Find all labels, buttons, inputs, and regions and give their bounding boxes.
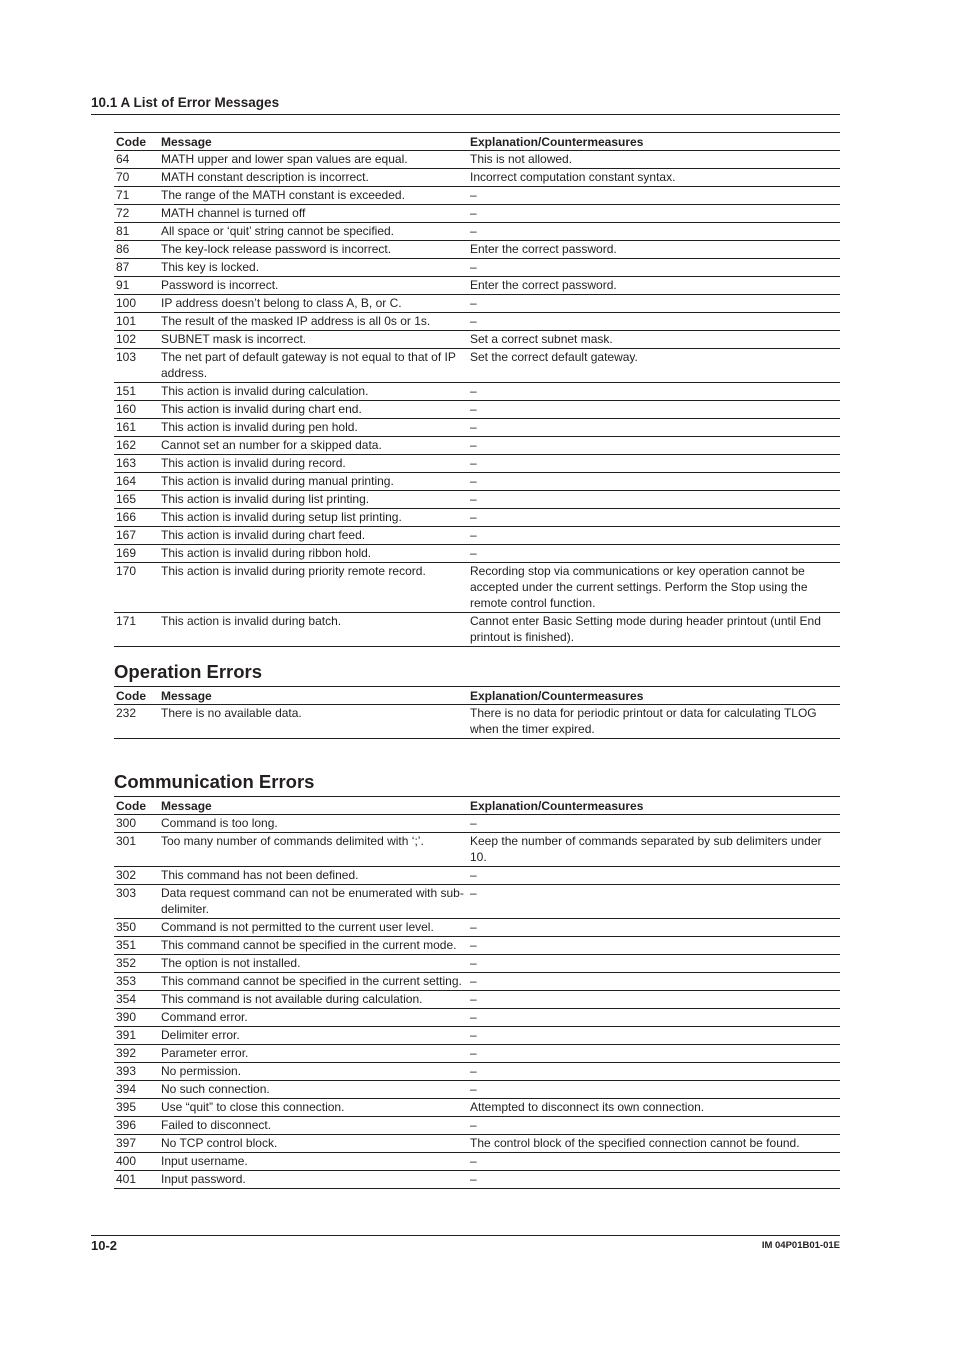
table-row (114, 491, 840, 509)
error-code-cell: 302 (114, 867, 159, 885)
table-row (114, 205, 840, 223)
error-message-cell: Command is too long. (159, 815, 468, 833)
error-code-cell: 87 (114, 259, 159, 277)
explanation-cell: – (468, 919, 840, 937)
error-code-cell: 167 (114, 527, 159, 545)
explanation-cell: – (468, 223, 840, 241)
error-code-cell: 161 (114, 419, 159, 437)
error-code-cell: 353 (114, 973, 159, 991)
error-message-cell: All space or ‘quit’ string cannot be specified. (159, 223, 468, 241)
explanation-cell: – (468, 187, 840, 205)
table-row (114, 833, 840, 867)
error-message-cell: There is no available data. (161, 706, 302, 720)
table-row (114, 259, 840, 277)
setting-errors-section (114, 132, 840, 647)
message-column-header: Message (159, 687, 468, 705)
error-code-cell: 391 (114, 1027, 159, 1045)
explanation-cell: Attempted to disconnect its own connection. (468, 1099, 840, 1117)
error-code-cell: 162 (114, 437, 159, 455)
error-code-cell: 395 (114, 1099, 159, 1117)
code-column-header: Code (114, 133, 159, 151)
communication-errors-table (114, 796, 840, 1189)
error-message-cell: Password is incorrect. (159, 277, 468, 295)
table-row (114, 1081, 840, 1099)
error-code-cell: 171 (116, 614, 137, 628)
explanation-cell: Keep the number of commands separated by sub delimiters under 10. (468, 833, 840, 867)
document-id: IM 04P01B01-01E (761, 1240, 840, 1251)
setting-errors-table (114, 132, 840, 647)
explanation-cell: – (468, 545, 840, 563)
table-row (114, 1117, 840, 1135)
table-row (114, 1027, 840, 1045)
error-message-cell: This key is locked. (159, 259, 468, 277)
explanation-cell: – (468, 973, 840, 991)
error-message-cell: Parameter error. (159, 1045, 468, 1063)
error-code-cell: 64 (114, 151, 159, 169)
error-code-cell: 301 (114, 833, 159, 867)
explanation-column-header: Explanation/Countermeasures (468, 797, 840, 815)
error-message-cell: Input password. (161, 1172, 246, 1186)
error-code-cell: 394 (114, 1081, 159, 1099)
error-code-cell: 300 (114, 815, 159, 833)
error-message-cell: Command error. (159, 1009, 468, 1027)
explanation-cell: – (468, 1081, 840, 1099)
error-code-cell: 351 (114, 937, 159, 955)
error-message-cell: No such connection. (159, 1081, 468, 1099)
error-message-cell: This command cannot be specified in the current mode. (159, 937, 468, 955)
table-row (114, 1153, 840, 1171)
error-code-cell: 103 (114, 349, 159, 383)
communication-errors-section (114, 768, 840, 1189)
table-row (114, 455, 840, 473)
error-code-cell: 91 (114, 277, 159, 295)
explanation-cell: Set a correct subnet mask. (468, 331, 840, 349)
table-row (114, 867, 840, 885)
error-message-cell: The key-lock release password is incorrect. (159, 241, 468, 259)
communication-errors-title: Communication Errors (114, 771, 315, 792)
table-row (114, 1063, 840, 1081)
error-code-cell: 151 (114, 383, 159, 401)
error-code-cell: 352 (114, 955, 159, 973)
explanation-cell: – (468, 313, 840, 331)
error-message-cell: This command is not available during calculation. (159, 991, 468, 1009)
table-row (114, 563, 840, 613)
table-row (114, 331, 840, 349)
error-message-cell: Data request command can not be enumerated with sub-delimiter. (159, 885, 468, 919)
table-row (114, 1171, 840, 1189)
table-row (114, 973, 840, 991)
error-code-cell: 163 (114, 455, 159, 473)
error-code-cell: 400 (114, 1153, 159, 1171)
explanation-cell: – (468, 1045, 840, 1063)
explanation-cell: – (468, 885, 840, 919)
explanation-cell: – (468, 473, 840, 491)
table-row (114, 313, 840, 331)
error-message-cell: The range of the MATH constant is exceeded. (159, 187, 468, 205)
explanation-cell: – (468, 955, 840, 973)
explanation-cell: The control block of the specified connection cannot be found. (468, 1135, 840, 1153)
error-message-cell: Failed to disconnect. (159, 1117, 468, 1135)
explanation-cell: Recording stop via communications or key operation cannot be accepted under the current settings. Perform the Stop using the remote control function. (468, 563, 840, 613)
error-message-cell: The option is not installed. (159, 955, 468, 973)
error-code-cell: 102 (114, 331, 159, 349)
error-message-cell: This action is invalid during batch. (161, 614, 342, 628)
error-code-cell: 72 (114, 205, 159, 223)
table-row (114, 383, 840, 401)
error-message-cell: Use “quit” to close this connection. (159, 1099, 468, 1117)
error-code-cell: 165 (114, 491, 159, 509)
error-message-cell: Input username. (159, 1153, 468, 1171)
error-code-cell: 170 (114, 563, 159, 613)
code-column-header: Code (114, 797, 159, 815)
error-message-cell: MATH constant description is incorrect. (159, 169, 468, 187)
error-code-cell: 393 (114, 1063, 159, 1081)
explanation-cell: – (468, 937, 840, 955)
table-row (114, 349, 840, 383)
table-row (114, 241, 840, 259)
error-message-cell: This action is invalid during ribbon hold. (159, 545, 468, 563)
table-row (114, 919, 840, 937)
explanation-cell: – (470, 1172, 477, 1186)
table-row (114, 223, 840, 241)
table-row (114, 613, 840, 647)
table-row (114, 527, 840, 545)
table-row (114, 885, 840, 919)
error-code-cell: 392 (114, 1045, 159, 1063)
error-code-cell: 354 (114, 991, 159, 1009)
explanation-cell: – (468, 1117, 840, 1135)
error-code-cell: 232 (116, 706, 137, 720)
error-message-cell: This command has not been defined. (159, 867, 468, 885)
error-message-cell: No permission. (159, 1063, 468, 1081)
section-heading: 10.1 A List of Error Messages (91, 95, 280, 110)
error-message-cell: MATH upper and lower span values are equal. (159, 151, 468, 169)
table-row (114, 187, 840, 205)
error-message-cell: Cannot set an number for a skipped data. (159, 437, 468, 455)
error-code-cell: 169 (114, 545, 159, 563)
error-code-cell: 164 (114, 473, 159, 491)
footer-rule (91, 1235, 840, 1236)
table-row (114, 1099, 840, 1117)
error-message-cell: The result of the masked IP address is all 0s or 1s. (159, 313, 468, 331)
explanation-cell: – (468, 383, 840, 401)
table-row (114, 509, 840, 527)
explanation-cell: – (468, 455, 840, 473)
explanation-cell: – (468, 527, 840, 545)
error-message-cell: Command is not permitted to the current user level. (159, 919, 468, 937)
error-message-cell: The net part of default gateway is not equal to that of IP address. (159, 349, 468, 383)
explanation-cell: – (468, 437, 840, 455)
explanation-column-header: Explanation/Countermeasures (468, 133, 840, 151)
error-code-cell: 401 (116, 1172, 137, 1186)
table-row (114, 277, 840, 295)
table-row (114, 169, 840, 187)
explanation-cell: Cannot enter Basic Setting mode during header printout (until End printout is finished). (470, 614, 821, 644)
table-row (114, 151, 840, 169)
explanation-cell: Set the correct default gateway. (468, 349, 840, 383)
explanation-cell: – (468, 1027, 840, 1045)
error-code-cell: 81 (114, 223, 159, 241)
error-message-cell: This action is invalid during calculation. (159, 383, 468, 401)
error-code-cell: 86 (114, 241, 159, 259)
message-column-header: Message (159, 133, 468, 151)
table-row (114, 1045, 840, 1063)
header-rule (91, 114, 840, 115)
explanation-cell: – (468, 401, 840, 419)
error-message-cell: No TCP control block. (159, 1135, 468, 1153)
error-code-cell: 396 (114, 1117, 159, 1135)
table-row (114, 1009, 840, 1027)
table-row (114, 545, 840, 563)
explanation-cell: – (468, 491, 840, 509)
explanation-cell: – (468, 205, 840, 223)
error-message-cell: IP address doesn’t belong to class A, B, or C. (159, 295, 468, 313)
error-code-cell: 70 (114, 169, 159, 187)
error-code-cell: 101 (114, 313, 159, 331)
message-column-header: Message (159, 797, 468, 815)
operation-errors-title: Operation Errors (114, 661, 263, 682)
explanation-cell: This is not allowed. (468, 151, 840, 169)
table-row (114, 815, 840, 833)
error-code-cell: 160 (114, 401, 159, 419)
error-message-cell: This action is invalid during priority remote record. (159, 563, 468, 613)
table-row (114, 937, 840, 955)
error-code-cell: 350 (114, 919, 159, 937)
explanation-cell: There is no data for periodic printout or data for calculating TLOG when the timer expired. (470, 706, 817, 736)
table-row (114, 991, 840, 1009)
error-code-cell: 100 (114, 295, 159, 313)
table-header-row (114, 797, 840, 815)
error-message-cell: SUBNET mask is incorrect. (159, 331, 468, 349)
explanation-column-header: Explanation/Countermeasures (468, 687, 840, 705)
error-code-cell: 303 (114, 885, 159, 919)
error-code-cell: 397 (114, 1135, 159, 1153)
error-message-cell: This action is invalid during record. (159, 455, 468, 473)
explanation-cell: – (468, 1009, 840, 1027)
table-row (114, 295, 840, 313)
operation-errors-table (114, 686, 840, 739)
explanation-cell: – (468, 419, 840, 437)
table-row (114, 419, 840, 437)
table-row (114, 401, 840, 419)
error-message-cell: This action is invalid during setup list printing. (159, 509, 468, 527)
table-row (114, 955, 840, 973)
explanation-cell: – (468, 815, 840, 833)
explanation-cell: – (468, 1153, 840, 1171)
explanation-cell: Enter the correct password. (468, 277, 840, 295)
explanation-cell: – (468, 259, 840, 277)
error-message-cell: This command cannot be specified in the current setting. (159, 973, 468, 991)
table-header-row (114, 133, 840, 151)
table-header-row (114, 687, 840, 705)
error-message-cell: Too many number of commands delimited with ‘;’. (159, 833, 468, 867)
explanation-cell: – (468, 1063, 840, 1081)
table-row (114, 1135, 840, 1153)
error-message-cell: MATH channel is turned off (159, 205, 468, 223)
error-message-cell: This action is invalid during pen hold. (159, 419, 468, 437)
table-row (114, 473, 840, 491)
error-message-cell: Delimiter error. (159, 1027, 468, 1045)
page-number: 10-2 (91, 1238, 118, 1253)
error-code-cell: 166 (114, 509, 159, 527)
explanation-cell: – (468, 295, 840, 313)
explanation-cell: Enter the correct password. (468, 241, 840, 259)
error-code-cell: 71 (114, 187, 159, 205)
table-row (114, 437, 840, 455)
code-column-header: Code (114, 687, 159, 705)
explanation-cell: – (468, 867, 840, 885)
operation-errors-section (114, 658, 840, 739)
explanation-cell: – (468, 991, 840, 1009)
error-code-cell: 390 (114, 1009, 159, 1027)
error-message-cell: This action is invalid during chart end. (159, 401, 468, 419)
explanation-cell: – (468, 509, 840, 527)
error-message-cell: This action is invalid during list printing. (159, 491, 468, 509)
error-message-cell: This action is invalid during chart feed. (159, 527, 468, 545)
explanation-cell: Incorrect computation constant syntax. (468, 169, 840, 187)
table-row (114, 705, 840, 739)
error-message-cell: This action is invalid during manual printing. (159, 473, 468, 491)
